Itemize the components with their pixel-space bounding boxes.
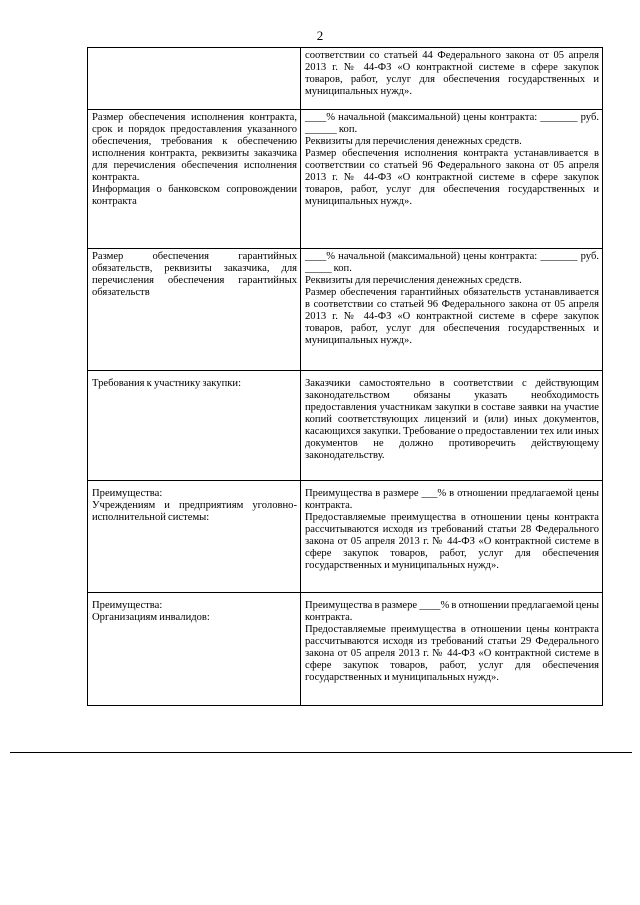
- paragraph: Преимущества:: [92, 488, 163, 499]
- paragraph: Реквизиты для перечисления денежных средств.: [305, 275, 522, 287]
- paragraph: Преимущества в размере ___% в отношении предлагаемой цены контракта.: [305, 488, 599, 512]
- paragraph: Требования к участнику закупки:: [92, 378, 242, 389]
- paragraph: Реквизиты для перечисления денежных средств.: [305, 136, 522, 148]
- paragraph: Размер обеспечения исполнения контракта устанавливается в соответствии со статьей 96 Федерального закона от 05 апреля 2013 г. № 44-ФЗ «О контрактной системе в сфере закупок товаров, работ, услуг для обеспечения государственных и муниципальных нужд».: [305, 148, 599, 208]
- paragraph: Размер обеспечения исполнения контракта, срок и порядок предоставления указанного обеспечения, требования к обеспечению исполнения контракта, реквизиты заказчика для перечисления обеспечения исполнения контракта.: [92, 112, 297, 184]
- footer-divider: [10, 752, 632, 753]
- page-number: 2: [316, 28, 324, 43]
- table-row: [88, 371, 603, 481]
- paragraph: Размер обеспечения гарантийных обязательств устанавливается в соответствии со статьей 96 Федерального закона от 05 апреля 2013 г. № 44-ФЗ «О контрактной системе в сфере закупок товаров, работ, услуг для обеспечения государственных и муниципальных нужд».: [305, 287, 599, 347]
- table-cell-label: [88, 371, 301, 481]
- table-cell-content: [301, 249, 603, 371]
- table-cell-label: [88, 110, 301, 249]
- table-cell-label: [88, 593, 301, 706]
- table-row: [88, 593, 603, 706]
- table-cell-content: [301, 593, 603, 706]
- table-row: [88, 249, 603, 371]
- paragraph: Заказчики самостоятельно в соответствии с действующим законодательством обязаны указать необходимость предоставления участникам закупки в составе заявки на участие копий соответствующих лицензий и (или) иных документов, касающихся закупки. Требование о предоставлении тех или иных документов не должно противоречить действующему законодательству.: [305, 378, 599, 462]
- procurement-table: [87, 47, 603, 706]
- table-cell-label: [88, 48, 301, 110]
- table-cell-content: [301, 371, 603, 481]
- paragraph: Учреждениям и предприятиям уголовно-исполнительной системы:: [92, 500, 297, 524]
- paragraph: Размер обеспечения гарантийных обязательств, реквизиты заказчика, для перечисления обеспечения гарантийных обязательств: [92, 251, 297, 299]
- paragraph: Предоставляемые преимущества в отношении цены контракта рассчитываются исходя из требований статьи 29 Федерального закона от 05 апреля 2013 г. № 44-ФЗ «О контрактной системе в сфере закупок товаров, работ, услуг для обеспечения государственных и муниципальных нужд».: [305, 624, 599, 684]
- table-row: [88, 48, 603, 110]
- paragraph: Преимущества в размере ____% в отношении предлагаемой цены контракта.: [305, 600, 599, 624]
- table-row: [88, 481, 603, 593]
- paragraph: ____% начальной (максимальной) цены контракта: _______ руб. _____ коп.: [305, 251, 599, 275]
- table-row: [88, 110, 603, 249]
- paragraph: соответствии со статьей 44 Федерального закона от 05 апреля 2013 г. № 44-ФЗ «О контрактной системе в сфере закупок товаров, работ, услуг для обеспечения государственных и муниципальных нужд».: [305, 50, 599, 98]
- table-cell-label: [88, 481, 301, 593]
- table-cell-label: [88, 249, 301, 371]
- paragraph: Организациям инвалидов:: [92, 612, 210, 624]
- table-cell-content: [301, 48, 603, 110]
- table-cell-content: [301, 110, 603, 249]
- paragraph: Информация о банковском сопровождении контракта: [92, 184, 297, 208]
- paragraph: ____% начальной (максимальной) цены контракта: _______ руб. ______ коп.: [305, 112, 599, 136]
- table-cell-content: [301, 481, 603, 593]
- paragraph: Предоставляемые преимущества в отношении цены контракта рассчитываются исходя из требований статьи 28 Федерального закона от 05 апреля 2013 г. № 44-ФЗ «О контрактной системе в сфере закупок товаров, работ, услуг для обеспечения государственных и муниципальных нужд».: [305, 512, 599, 572]
- paragraph: Преимущества:: [92, 600, 163, 611]
